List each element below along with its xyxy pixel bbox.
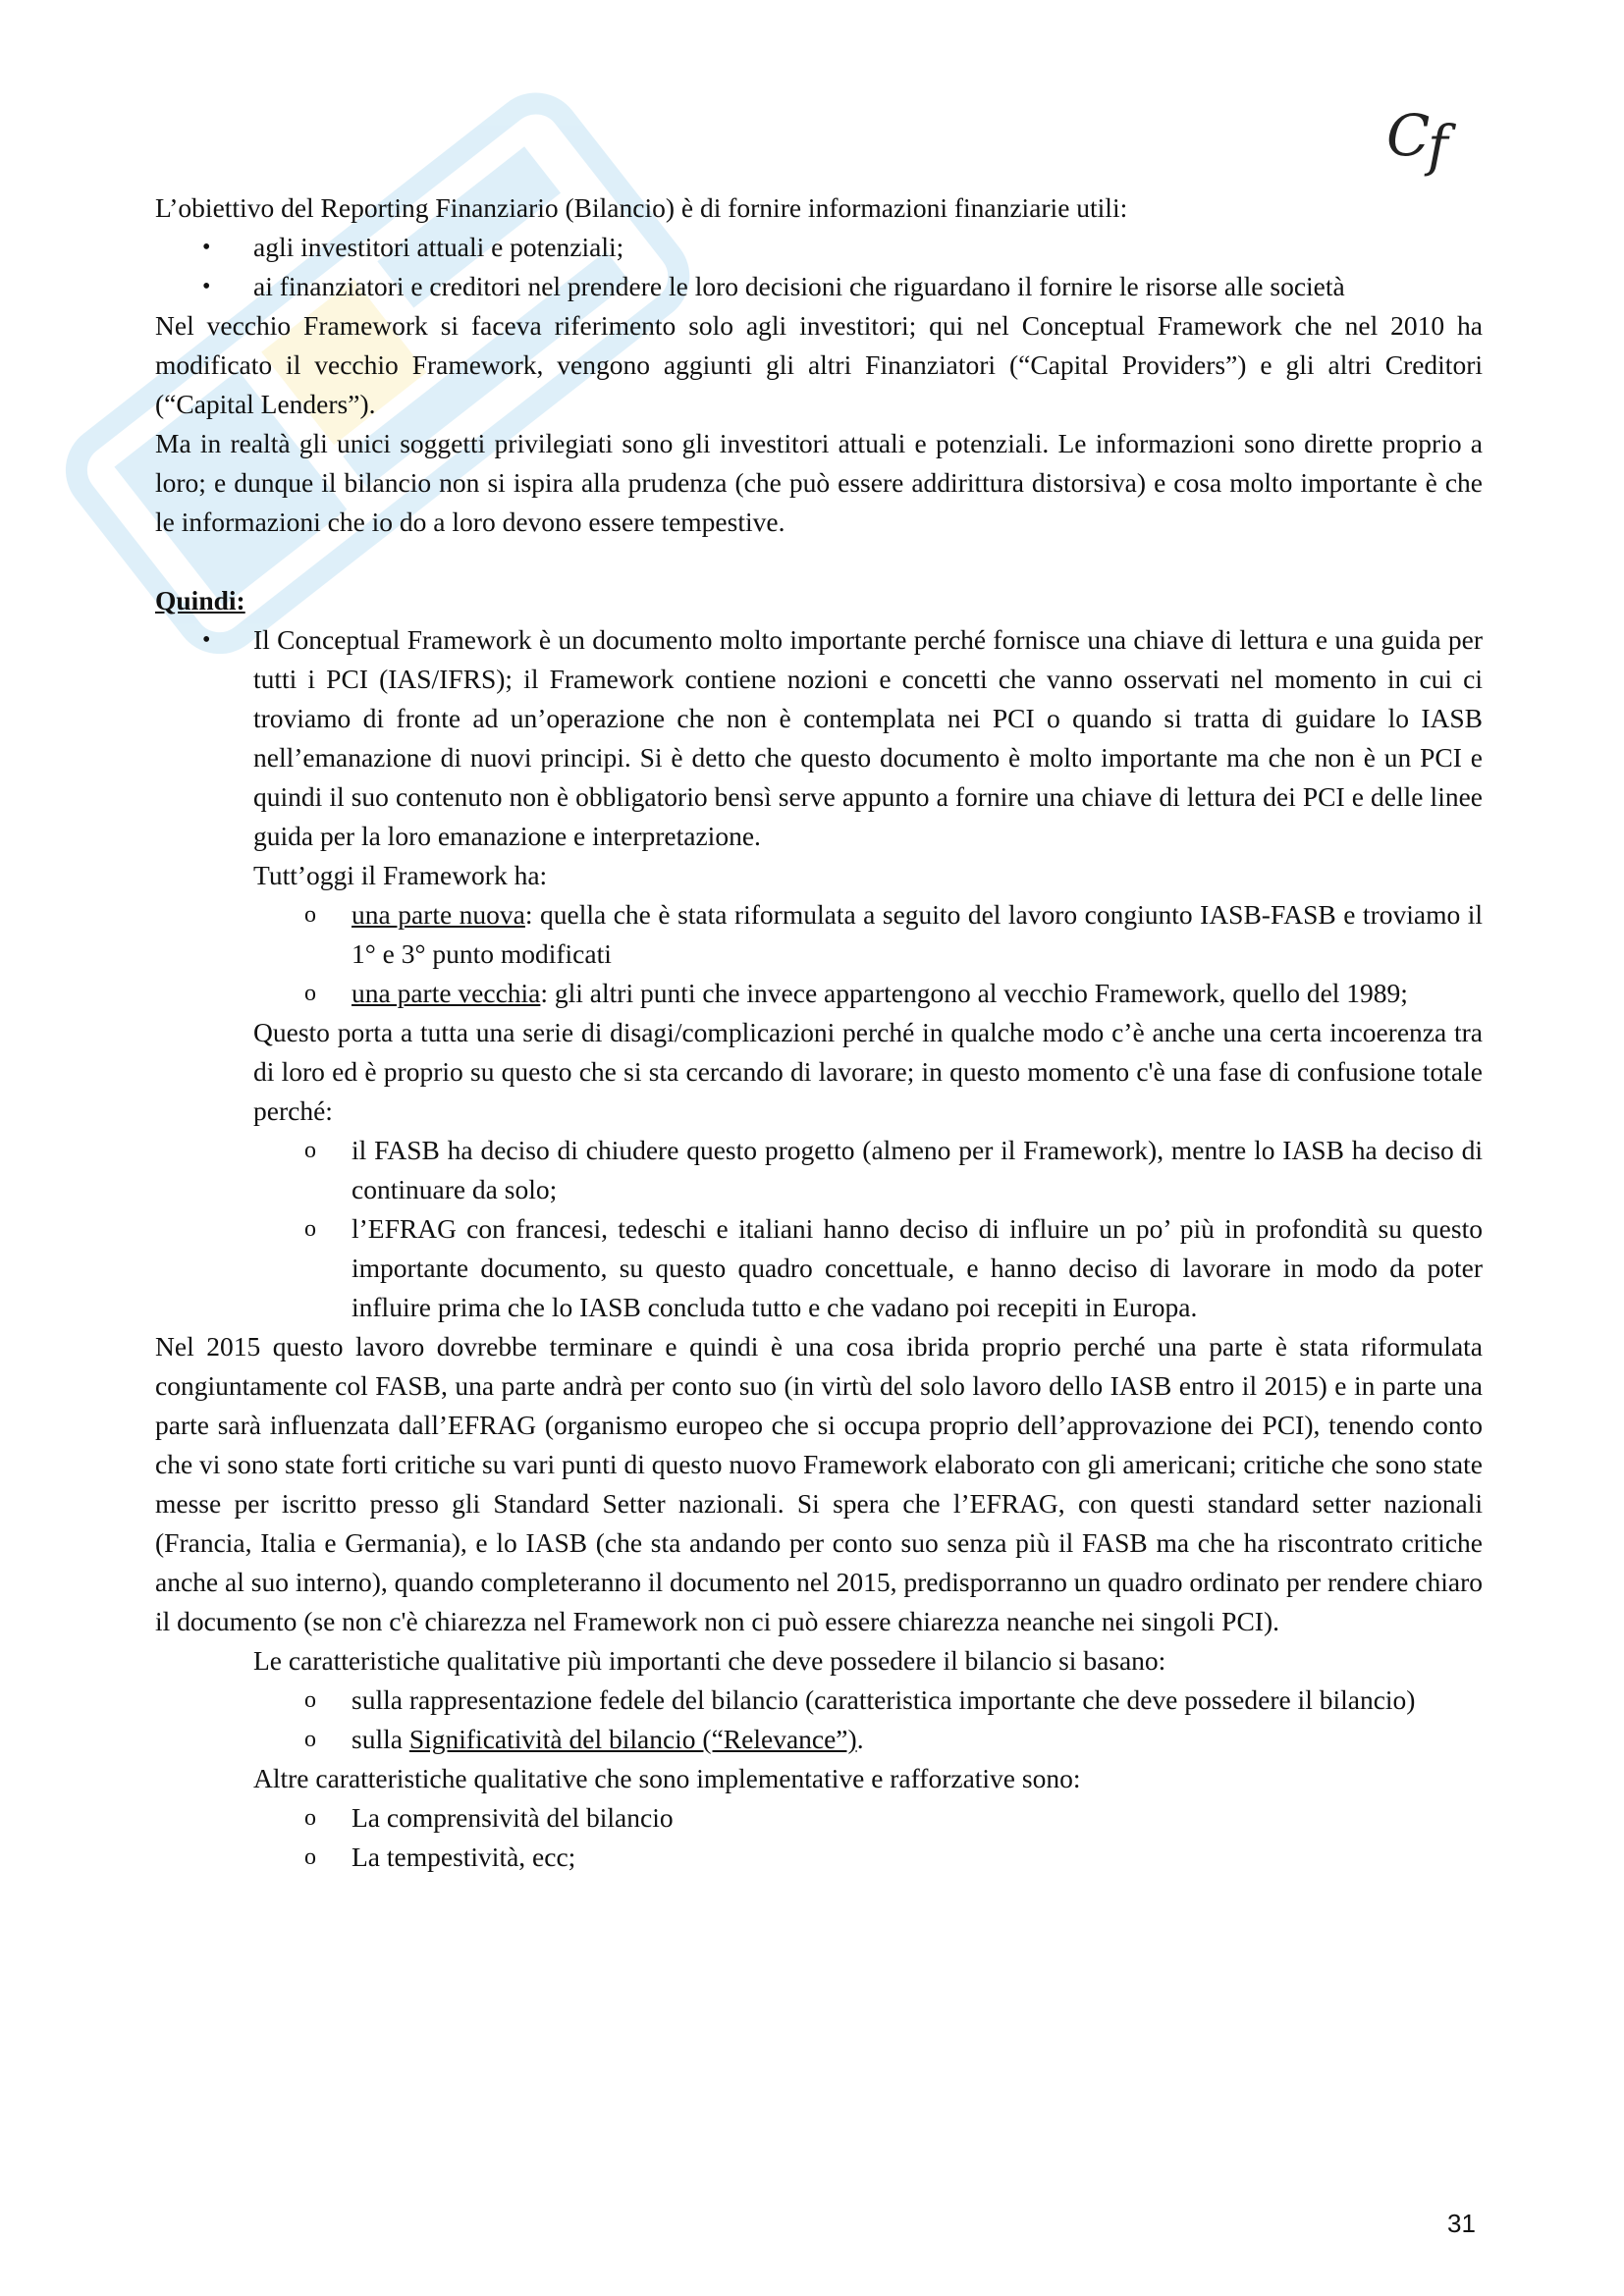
tuttoggi-text: Tutt’oggi il Framework ha: [253,860,548,890]
confusion-list [253,1131,1483,1327]
part-old-item [253,974,1483,1013]
section-heading-quindi: Quindi: [155,585,245,615]
intro-bullet-list [155,228,1483,306]
relevance-prefix: sulla [352,1724,409,1754]
other-characteristics-intro: Altre caratteristiche qualitative che sono implementative e rafforzative sono: [253,1763,1081,1793]
characteristics-list [253,1681,1483,1759]
intro-bullet-2: • ai finanziatori e creditori nel prendere le loro decisioni che riguardano il fornire le risorse alle società [155,267,1483,306]
characteristic-faithful-representation: o sulla rappresentazione fedele del bilancio (caratteristica importante che deve possedere il bilancio) [253,1681,1483,1720]
relevance-underlined: Significatività del bilancio (“Relevance”) [408,1724,857,1754]
other-characteristic-timeliness: o La tempestività, ecc; [253,1838,1483,1877]
conceptual-framework-bullet: • Il Conceptual Framework è un documento molto importante perché fornisce una chiave di lettura e una guida per tutti i PCI (IAS/IFRS); il Framework contiene nozioni e concetti che vanno osservati nel momento in cui ci troviamo di fronte ad un’operazione che non è contemplata nei PCI o quando si tratta di guidare lo IASB nell’emanazione di nuovi principi. Si è detto che questo documento è molto importante ma che non è un PCI e quindi il suo contenuto non è obbligatorio bensì serve appunto a fornire una chiave di lettura dei PCI e delle linee guida per la loro emanazione e interpretazione. [155,620,1483,856]
logo-cf [1382,94,1473,183]
quindi-bullet-list [155,620,1483,856]
qualitative-block [155,1641,1483,1877]
relevance-suffix: . [856,1724,864,1754]
characteristics-intro: Le caratteristiche qualitative più importanti che deve possedere il bilancio si basano: [253,1645,1166,1676]
part-new-label: una parte nuova [352,899,525,930]
investors-paragraph: Ma in realtà gli unici soggetti privilegiati sono gli investitori attuali e potenziali. Le informazioni sono dirette proprio a loro; e dunque il bilancio non si ispira alla prudenza (che può essere addirittura distorsiva) e cosa molto importante è che le informazioni che io do a loro devono essere tempestive. [155,428,1483,537]
part-old-label: una parte vecchia [352,978,541,1008]
characteristic-relevance [253,1720,1483,1759]
framework-parts-list [253,895,1483,1013]
svg-text:f: f [1428,115,1448,179]
other-characteristics-list [253,1798,1483,1877]
intro-bullet-1: • agli investitori attuali e potenziali; [155,228,1483,267]
intro-paragraph: L’obiettivo del Reporting Finanziario (Bilancio) è di fornire informazioni finanziarie utili: [155,192,1128,223]
document-body [155,188,1483,1877]
old-framework-paragraph: Nel vecchio Framework si faceva riferimento solo agli investitori; qui nel Conceptual Framework che nel 2010 ha modificato il vecchio Framework, vengono aggiunti gli altri Finanziatori (“Capital Providers”) e gli altri Creditori (“Capital Lenders”). [155,310,1483,419]
other-characteristic-understandability: o La comprensività del bilancio [253,1798,1483,1838]
quindi-indented-block [155,856,1483,1327]
part-old-text: : gli altri punti che invece appartengono al vecchio Framework, quello del 1989; [540,978,1408,1008]
part-new-text: : quella che è stata riformulata a seguito del lavoro congiunto IASB-FASB e troviamo il 1° e 3° punto modificati [352,899,1483,969]
part-new-item [253,895,1483,974]
confusion-item-fasb: o il FASB ha deciso di chiudere questo progetto (almeno per il Framework), mentre lo IASB ha deciso di continuare da solo; [253,1131,1483,1209]
confusion-item-efrag: o l’EFRAG con francesi, tedeschi e italiani hanno deciso di influire un po’ più in profondità su questo importante documento, su questo quadro concettuale, e hanno deciso di lavorare in modo da poter influire prima che lo IASB concluda tutto e che vadano poi recepiti in Europa. [253,1209,1483,1327]
nel-2015-paragraph: Nel 2015 questo lavoro dovrebbe terminare e quindi è una cosa ibrida proprio perché una parte è stata riformulata congiuntamente col FASB, una parte andrà per conto suo (in virtù del solo lavoro dello IASB entro il 2015) e in parte una parte sarà influenzata dall’EFRAG (organismo europeo che si occupa proprio dell’approvazione dei PCI), tenendo conto che vi sono state forti critiche su vari punti di questo nuovo Framework elaborato con gli americani; critiche che sono state messe per iscritto presso gli Standard Setter nazionali. Si spera che l’EFRAG, con questi standard setter nazionali (Francia, Italia e Germania), e lo IASB (che sta andando per conto suo senza più il FASB ma che ha riscontrato critiche anche al suo interno), quando completeranno il documento nel 2015, predisporranno un quadro ordinato per rendere chiaro il documento (se non c'è chiarezza nel Framework non ci può essere chiarezza neanche nei singoli PCI). [155,1331,1483,1636]
page-number: 31 [1447,2209,1476,2238]
disagi-paragraph: Questo porta a tutta una serie di disagi/complicazioni perché in qualche modo c’è anche una certa incoerenza tra di loro ed è proprio su questo che si sta cercando di lavorare; in questo momento c'è una fase di confusione totale perché: [253,1017,1483,1126]
svg-text:C: C [1386,102,1431,169]
